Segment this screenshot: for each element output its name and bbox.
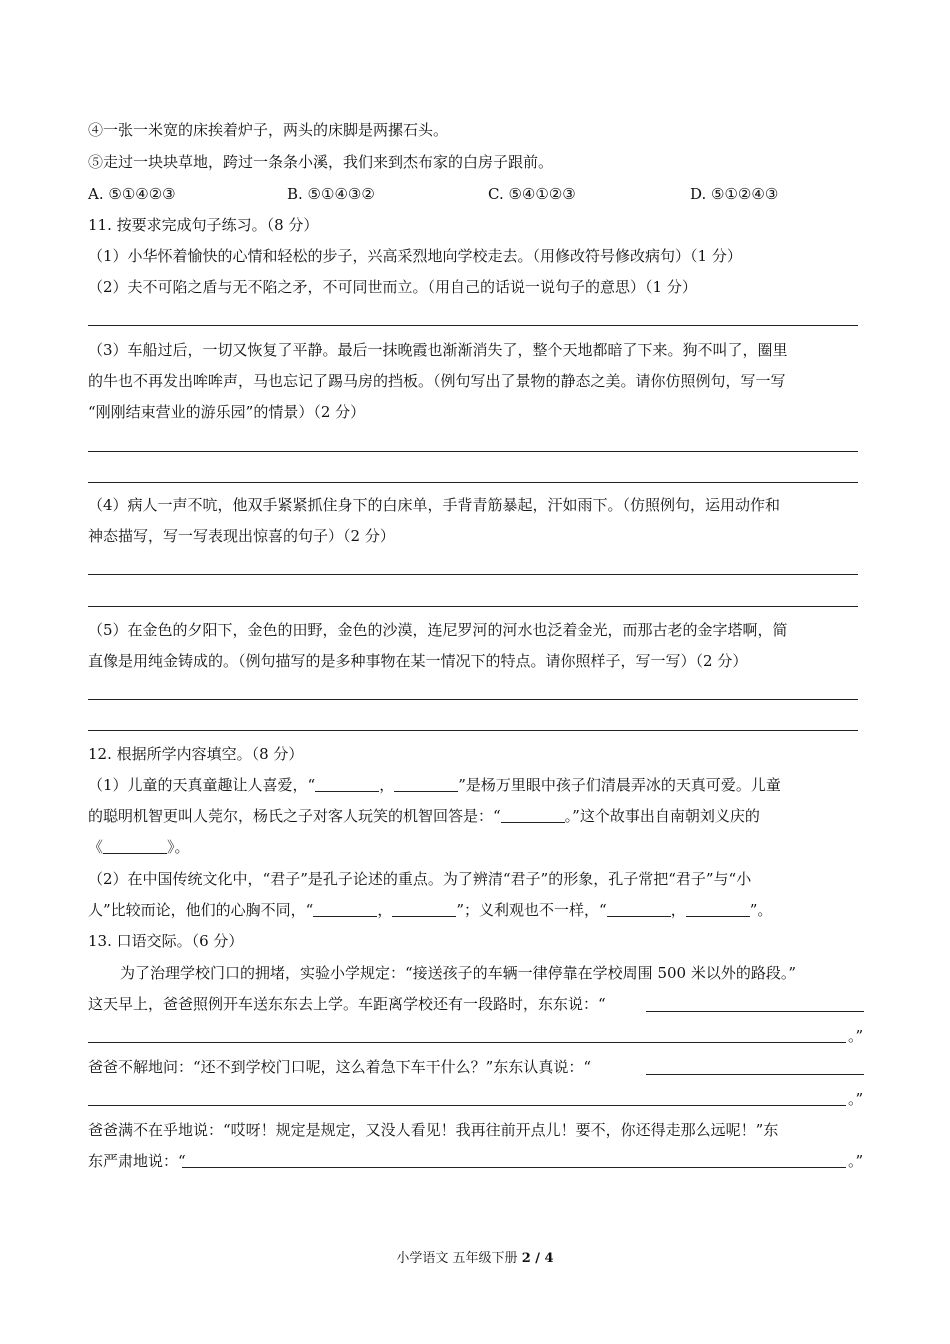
q12-blank-3[interactable]	[501, 806, 565, 823]
q12-blank-6[interactable]	[392, 900, 456, 917]
q11-part-4-line-1: （4）病人一声不吭，他双手紧紧抓住身下的白床单，手背青筋暴起，汗如雨下。（仿照例句，运用动作和	[88, 496, 781, 514]
q12-line-2-text-a: 的聪明机智更叫人莞尔，杨氏之子对客人玩笑的机智回答是：“	[88, 807, 501, 825]
q11-part-1: （1）小华怀着愉快的心情和轻松的步子，兴高采烈地向学校走去。（用修改符号修改病句）（1 分）	[88, 247, 742, 265]
q13-line-2: 这天早上，爸爸照例开车送东东去上学。车距离学校还有一段路时，东东说：“	[88, 995, 606, 1013]
q11-part-5-answer-line-2[interactable]	[88, 730, 858, 731]
q10-option-d: D. ⑤①②④③	[690, 185, 779, 203]
q12-line-3-text-b: 》。	[167, 838, 190, 856]
q11-part-4-line-2: 神态描写，写一写表现出惊喜的句子）（2 分）	[88, 527, 395, 545]
q10-option-a: A. ⑤①④②③	[88, 185, 176, 203]
footer-page-number: 2 / 4	[521, 1251, 554, 1266]
q10-item-5: ⑤走过一块块草地，跨过一条条小溪，我们来到杰布家的白房子跟前。	[88, 153, 554, 171]
q12-line-1-comma: ，	[379, 776, 395, 794]
q10-item-4: ④一张一米宽的床挨着炉子，两头的床脚是两摞石头。	[88, 121, 449, 139]
q12-line-5-text-a: 人”比较而论，他们的心胸不同，“	[88, 901, 314, 919]
q11-part-5-line-1: （5）在金色的夕阳下，金色的田野，金色的沙漠，连尼罗河的河水也泛着金光，而那古老的金字塔啊，简	[88, 621, 788, 639]
q12-line-5-comma-1: ，	[377, 901, 393, 919]
q13-line-7-start: 东严肃地说：“	[88, 1152, 186, 1170]
q11-part-3-line-1: （3）车船过后，一切又恢复了平静。最后一抹晚霞也渐渐消失了，整个天地都暗了下来。狗不叫了，圈里	[88, 341, 788, 359]
q13-answer-1-start[interactable]	[646, 1011, 864, 1012]
q13-answer-2-start[interactable]	[646, 1074, 864, 1075]
q12-title: 12. 根据所学内容填空。（8 分）	[88, 745, 304, 763]
q12-blank-1[interactable]	[315, 775, 379, 792]
q12-line-2-text-b: 。”这个故事出自南朝刘义庆的	[564, 807, 760, 825]
q12-line-5	[88, 900, 772, 920]
q11-part-4-answer-line-1[interactable]	[88, 574, 858, 575]
q12-line-2	[88, 806, 760, 826]
q12-line-1-text-a: （1）儿童的天真童趣让人喜爱，“	[88, 776, 316, 794]
q11-part-4-answer-line-2[interactable]	[88, 606, 858, 607]
q13-answer-1-close: 。”	[848, 1027, 864, 1045]
q13-line-4: 爸爸不解地问：“还不到学校门口呢，这么着急下车干什么？”东东认真说：“	[88, 1058, 592, 1076]
q11-part-5-answer-line-1[interactable]	[88, 699, 858, 700]
q13-line-1: 为了治理学校门口的拥堵，实验小学规定：“接送孩子的车辆一律停靠在学校周围 500 米以外的路段。”	[120, 964, 797, 982]
q11-part-3-line-3: “刚刚结束营业的游乐园”的情景）（2 分）	[88, 403, 366, 421]
q13-answer-2-close: 。”	[848, 1090, 864, 1108]
q13-answer-3-line[interactable]	[182, 1167, 846, 1168]
q13-answer-3-close: 。”	[848, 1152, 864, 1170]
q10-option-b: B. ⑤①④③②	[287, 185, 375, 203]
q12-blank-2[interactable]	[394, 775, 458, 792]
q12-line-3	[88, 837, 190, 857]
q12-line-4: （2）在中国传统文化中，“君子”是孔子论述的重点。为了辨清“君子”的形象，孔子常把“君子”与“小	[88, 870, 752, 888]
footer-subject: 小学语文 五年级下册	[396, 1251, 522, 1266]
q11-part-3-answer-line-1[interactable]	[88, 451, 858, 452]
q12-line-1-text-c: ”是杨万里眼中孩子们清晨弄冰的天真可爱。儿童	[458, 776, 781, 794]
q12-line-5-text-c: ”；义利观也不一样，“	[456, 901, 607, 919]
page-footer	[0, 1247, 950, 1266]
q12-line-5-text-e: ”。	[749, 901, 773, 919]
q12-blank-8[interactable]	[686, 900, 750, 917]
q10-option-c: C. ⑤④①②③	[488, 185, 576, 203]
q11-part-2: （2）夫不可陷之盾与无不陷之矛，不可同世而立。（用自己的话说一说句子的意思）（1 分）	[88, 278, 697, 296]
q11-part-2-answer-line[interactable]	[88, 325, 858, 326]
q12-line-1	[88, 775, 781, 795]
q13-answer-1-end-line[interactable]	[88, 1042, 846, 1043]
q11-part-3-line-2: 的牛也不再发出哞哞声，马也忘记了踢马房的挡板。（例句写出了景物的静态之美。请你仿照例句，写一写	[88, 372, 786, 390]
q12-blank-5[interactable]	[313, 900, 377, 917]
q12-line-3-text-a: 《	[88, 838, 104, 856]
q11-part-3-answer-line-2[interactable]	[88, 482, 858, 483]
q11-title: 11. 按要求完成句子练习。（8 分）	[88, 216, 319, 234]
q12-line-5-comma-2: ，	[670, 901, 686, 919]
q13-answer-2-end-line[interactable]	[88, 1105, 846, 1106]
q12-blank-4[interactable]	[103, 837, 167, 854]
q13-line-6: 爸爸满不在乎地说：“哎呀！规定是规定，又没人看见！我再往前开点儿！要不，你还得走那么远呢！”东	[88, 1121, 779, 1139]
q13-title: 13. 口语交际。（6 分）	[88, 932, 244, 950]
q12-blank-7[interactable]	[607, 900, 671, 917]
q11-part-5-line-2: 直像是用纯金铸成的。（例句描写的是多种事物在某一情况下的特点。请你照样子，写一写）（2 分）	[88, 652, 748, 670]
